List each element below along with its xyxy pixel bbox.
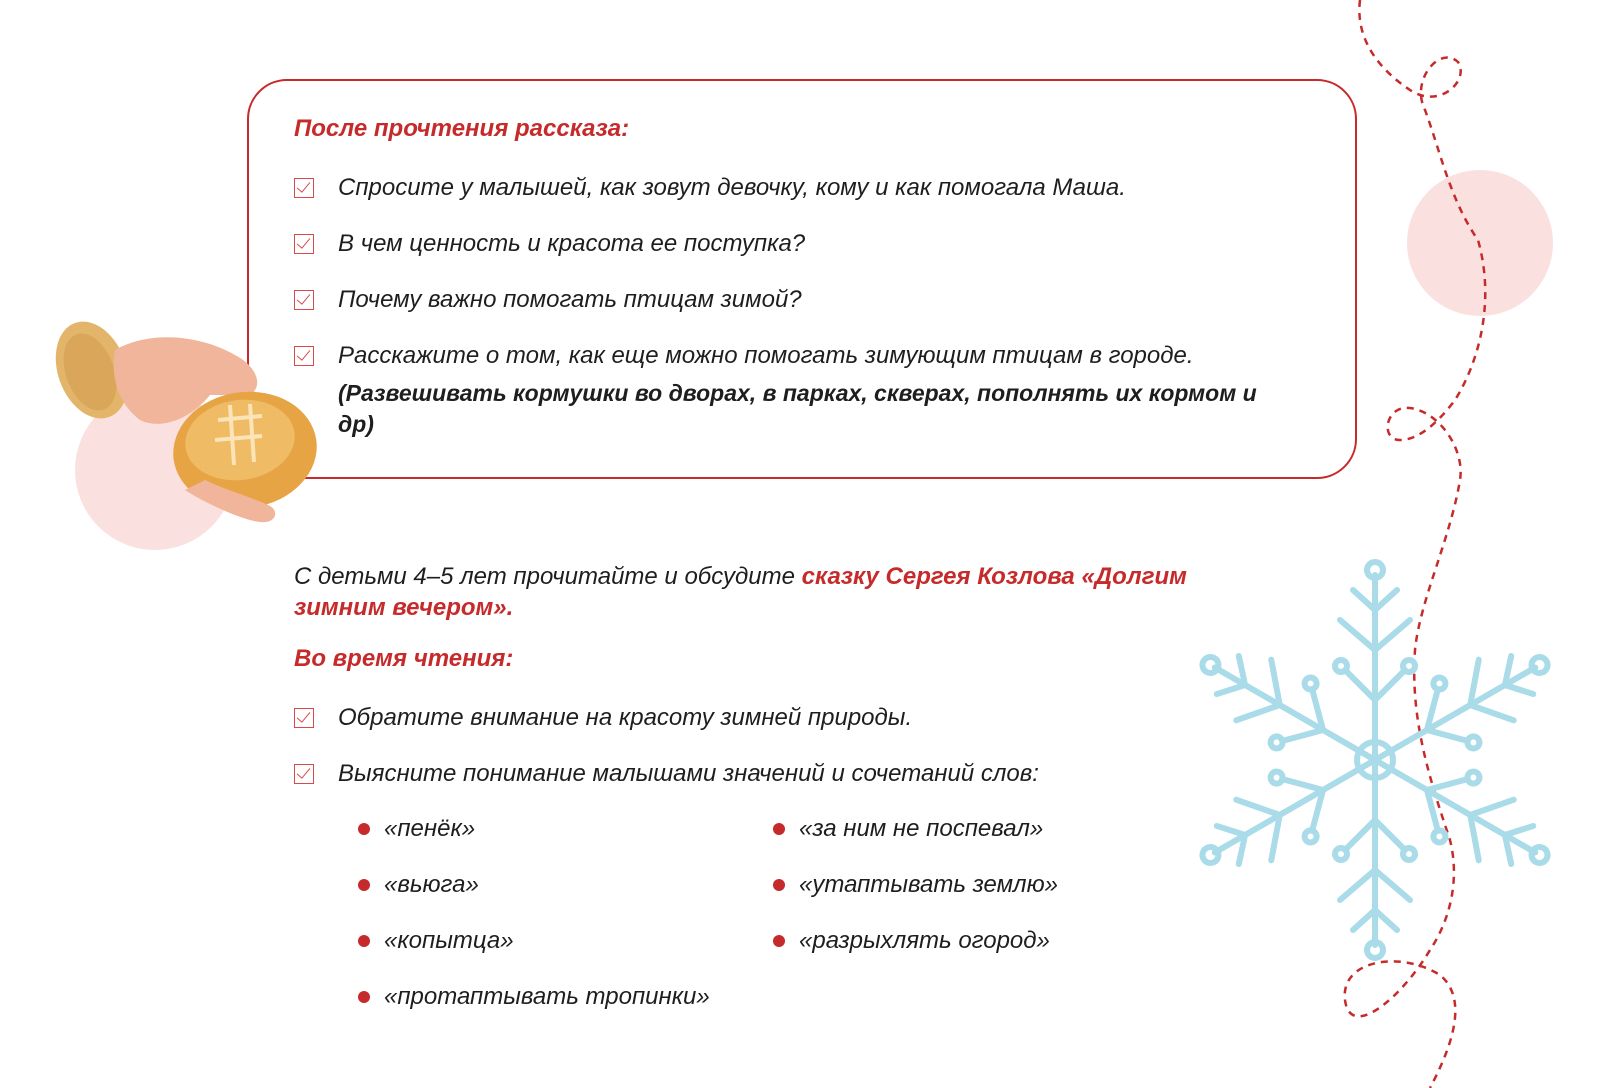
checkbox-icon [294, 764, 314, 784]
word-list-item [358, 871, 479, 899]
word-list-item [773, 927, 1050, 955]
pink-circle-left [75, 390, 235, 550]
bullet-dot-icon [773, 935, 785, 947]
bullet-dot-icon [358, 879, 370, 891]
word-list-item [358, 983, 710, 1011]
checkbox-icon [294, 234, 314, 254]
word-text: «разрыхлять огород» [799, 927, 1050, 954]
checklist-item-text: В чем ценность и красота ее поступка? [338, 230, 806, 257]
checklist-item [294, 228, 805, 259]
word-list-item [358, 815, 475, 843]
checklist-item-text: Расскажите о том, как еще можно помогать зимующим птицам в городе. [338, 342, 1194, 369]
word-text: «вьюга» [384, 871, 479, 898]
bullet-dot-icon [773, 823, 785, 835]
bullet-dot-icon [358, 935, 370, 947]
checklist-item [294, 172, 1126, 203]
word-text: «за ним не поспевал» [799, 815, 1044, 842]
word-text: «пенёк» [384, 815, 476, 842]
bullet-dot-icon [358, 823, 370, 835]
word-list-item [773, 815, 1043, 843]
checklist-item [294, 702, 912, 733]
answer-note: (Развешивать кормушки во дворах, в парках, скверах, пополнять их кормом и др) [338, 380, 1257, 437]
word-list-item [358, 927, 514, 955]
word-text: «утаптывать землю» [799, 871, 1058, 898]
checklist-item-text: Обратите внимание на красоту зимней природы. [338, 704, 913, 731]
bullet-dot-icon [358, 991, 370, 1003]
bullet-dot-icon [773, 879, 785, 891]
word-text: «протаптывать тропинки» [384, 983, 710, 1010]
checkbox-icon [294, 290, 314, 310]
intro-paragraph [294, 561, 1264, 623]
checklist-item [294, 340, 1194, 371]
dashed-garland-line [1345, 0, 1486, 1088]
word-list-item [773, 871, 1058, 899]
checkbox-icon [294, 708, 314, 728]
checklist-item-text: Спросите у малышей, как зовут девочку, кому и как помогала Маша. [338, 174, 1126, 201]
word-text: «копытца» [384, 927, 514, 954]
intro-text: С детьми 4–5 лет прочитайте и обсудите [294, 563, 802, 590]
checklist-item-text: Выясните понимание малышами значений и сочетаний слов: [338, 760, 1039, 787]
intro-highlight: сказку Сергея Козлова «Долгим зимним вечером». [294, 563, 1187, 621]
checklist-item [294, 284, 802, 315]
checklist-item-text: Почему важно помогать птицам зимой? [338, 286, 802, 313]
checkbox-icon [294, 178, 314, 198]
checkbox-icon [294, 346, 314, 366]
checklist-item [294, 758, 1039, 789]
after-reading-title: После прочтения рассказа: [294, 115, 630, 142]
during-reading-title: Во время чтения: [294, 645, 514, 672]
